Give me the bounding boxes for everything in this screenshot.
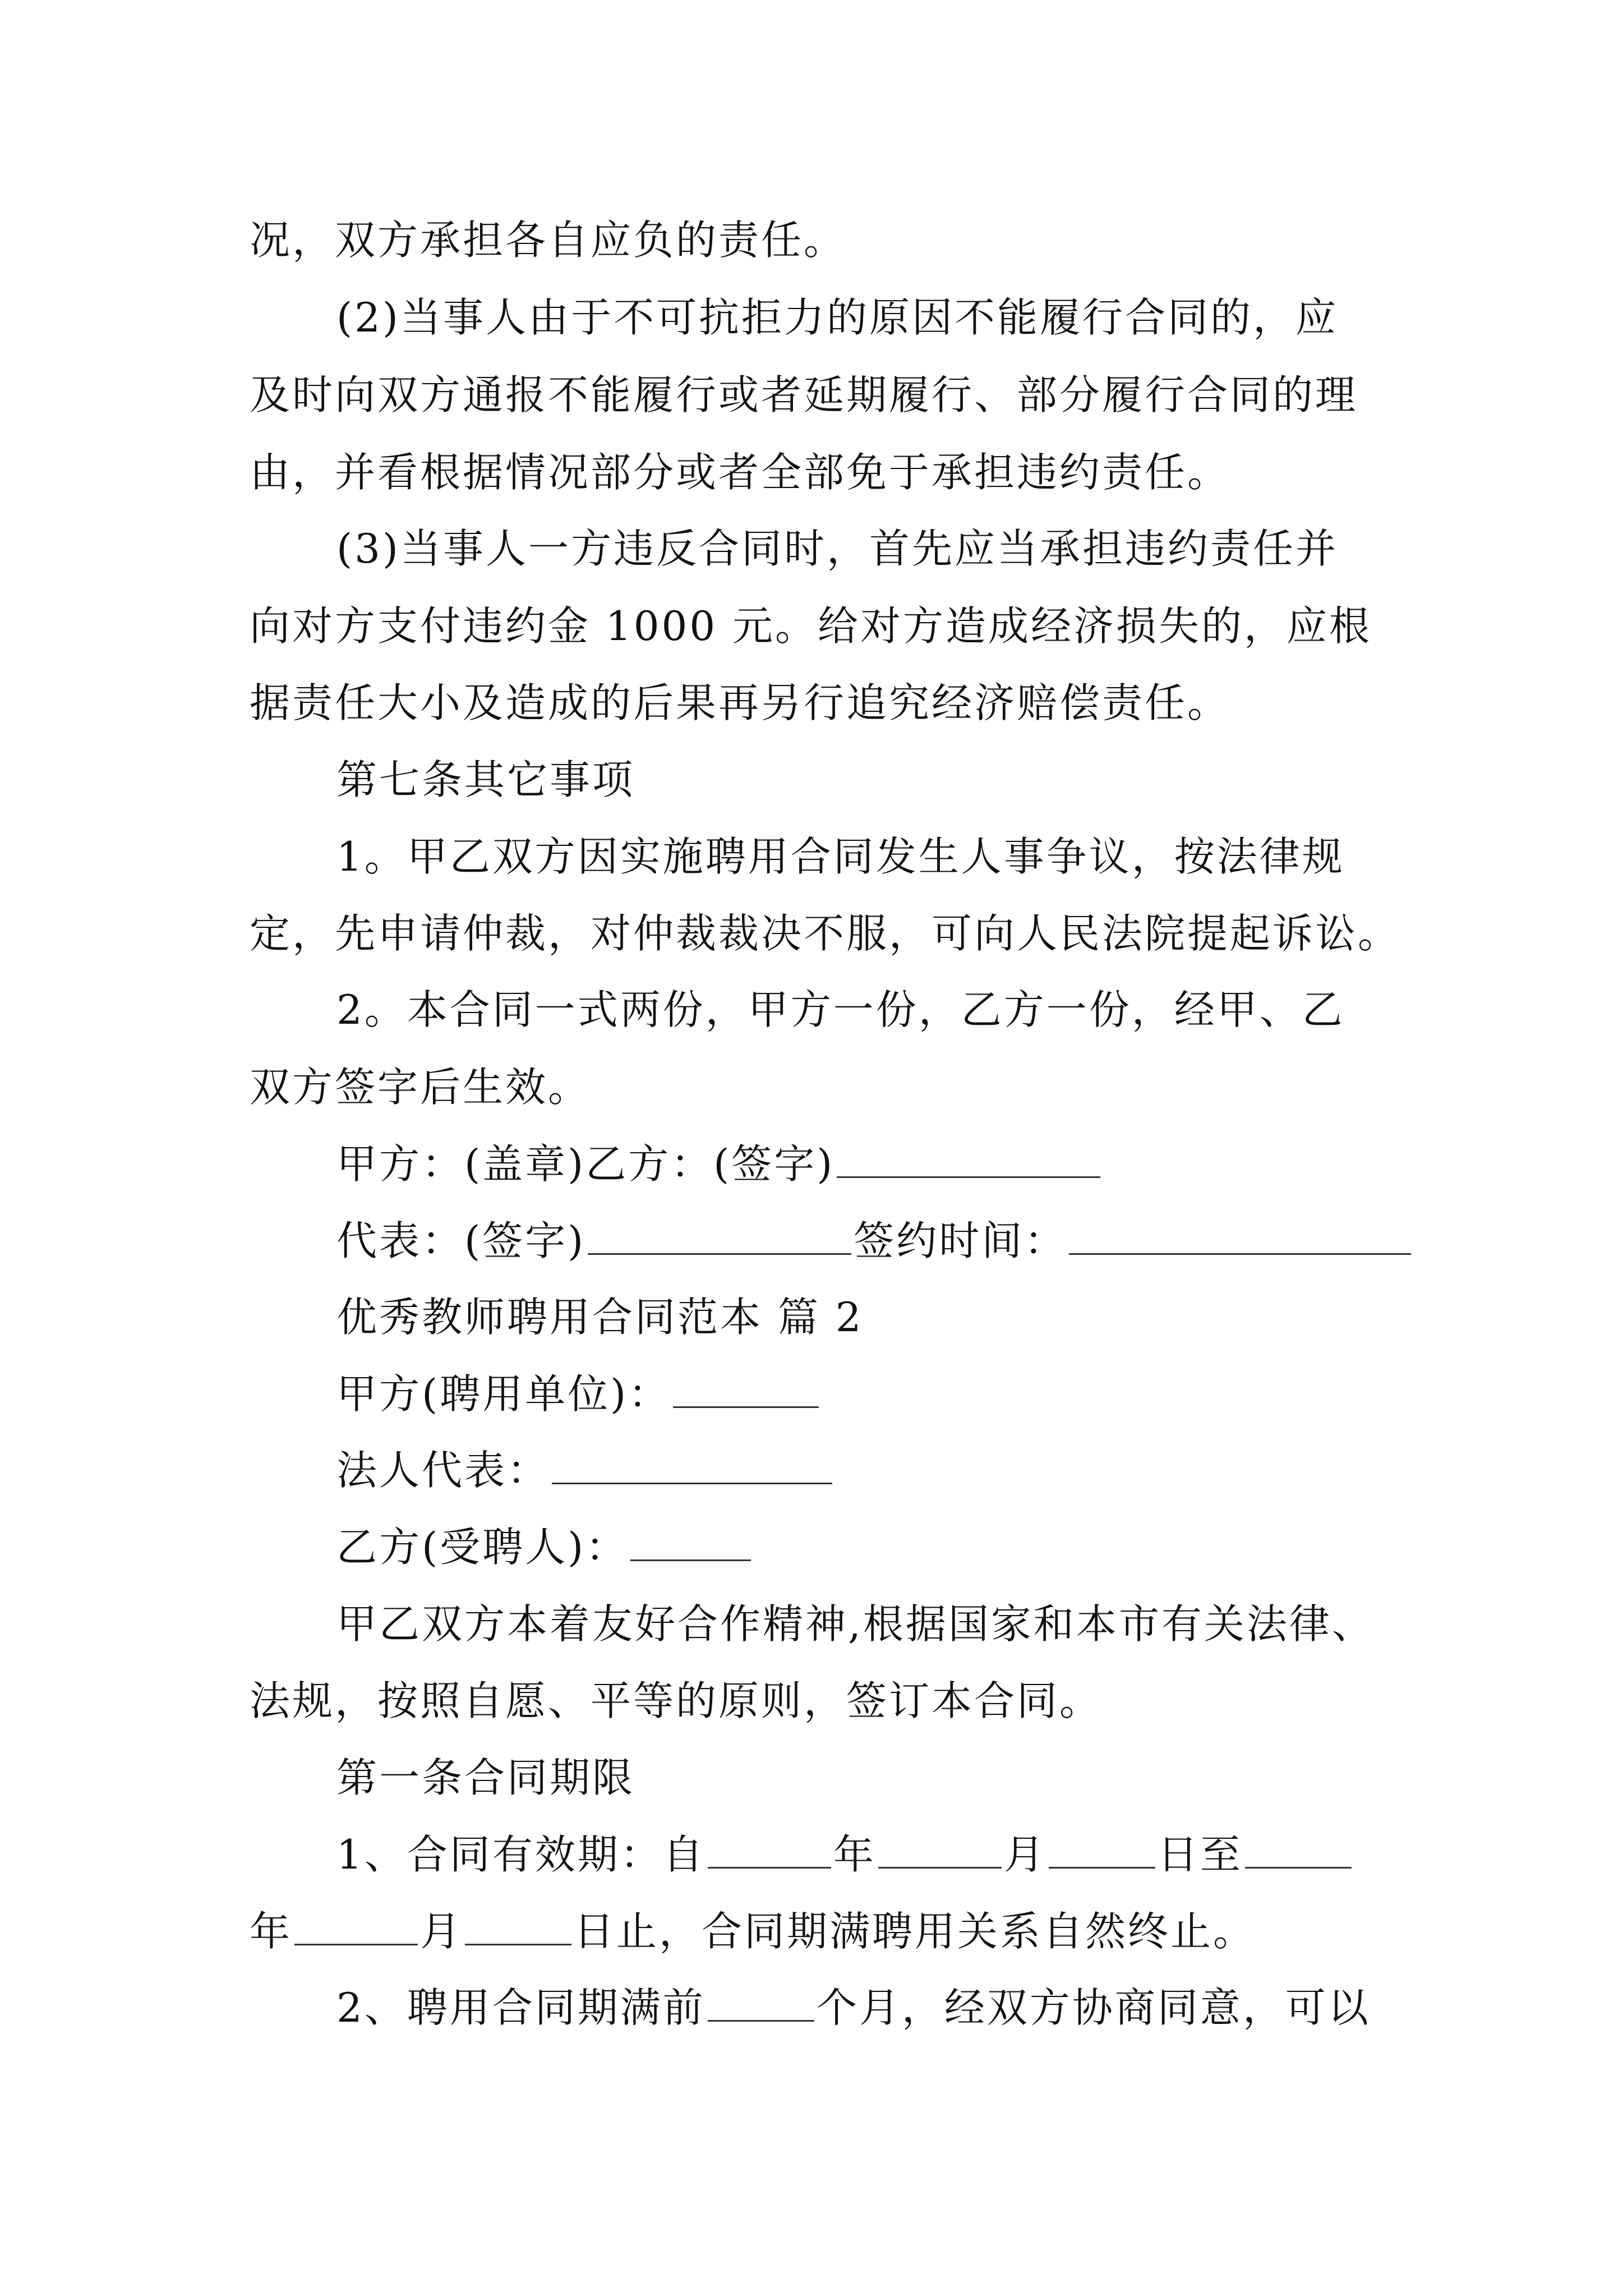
paragraph-line: (3)当事人一方违反合同时，首先应当承担违约责任并 xyxy=(336,525,1338,572)
paragraph-line: 法规，按照自愿、平等的原则，签订本合同。 xyxy=(250,1677,1103,1724)
signature-representative-line xyxy=(336,1214,1413,1268)
term-end-text: 日止，合同期满聘用关系自然终止。 xyxy=(574,1908,1256,1955)
term-month-label: 月 xyxy=(1003,1831,1046,1878)
paragraph-line: 甲乙双方本着友好合作精神,根据国家和本市有关法律、 xyxy=(336,1600,1375,1648)
party-b-line xyxy=(336,1520,753,1574)
representative-blank xyxy=(588,1218,851,1255)
sign-time-label: 签约时间： xyxy=(854,1217,1067,1264)
paragraph-line: 定，先申请仲裁，对仲裁裁决不服，可向人民法院提起诉讼。 xyxy=(250,910,1401,957)
term-line xyxy=(336,1828,1354,1881)
legal-rep-blank xyxy=(552,1448,832,1484)
term-prefix: 1、合同有效期：自 xyxy=(336,1831,706,1878)
legal-rep-label: 法人代表： xyxy=(336,1447,550,1494)
paragraph-line: 况，双方承担各自应负的责任。 xyxy=(250,217,847,264)
legal-rep-line xyxy=(336,1443,834,1497)
term-end-month-blank xyxy=(294,1909,418,1945)
paragraph-line: 由，并看根据情况部分或者全部免于承担违约责任。 xyxy=(250,449,1230,496)
renewal-prefix: 2、聘用合同期满前 xyxy=(336,1984,706,2031)
paragraph-line: 1。甲乙双方因实施聘用合同发生人事争议，按法律规 xyxy=(336,833,1345,880)
term-end-line xyxy=(250,1904,1256,1958)
signature-party-line xyxy=(336,1137,1103,1191)
section-title: 优秀教师聘用合同范本 篇 2 xyxy=(336,1294,864,1341)
renewal-line xyxy=(336,1981,1371,2035)
renewal-suffix: 个月，经双方协商同意，可以 xyxy=(816,1984,1371,2031)
term-start-year-blank xyxy=(708,1832,831,1869)
paragraph-line: (2)当事人由于不可抗拒力的原因不能履行合同的，应 xyxy=(336,294,1338,341)
party-a-line xyxy=(336,1367,821,1421)
representative-label: 代表：(签字) xyxy=(336,1217,586,1264)
term-end-day-blank xyxy=(465,1909,571,1945)
paragraph-line: 及时向双方通报不能履行或者延期履行、部分履行合同的理 xyxy=(250,371,1358,418)
term-year-label: 年 xyxy=(833,1831,876,1878)
term-day-to-label: 日至 xyxy=(1157,1831,1243,1878)
sign-time-blank xyxy=(1069,1218,1411,1255)
paragraph-line: 向对方支付违约金 1000 元。给对方造成经济损失的，应根 xyxy=(250,602,1372,650)
paragraph-line: 据责任大小及造成的后果再另行追究经济赔偿责任。 xyxy=(250,679,1230,726)
signature-party-label: 甲方：(盖章)乙方：(签字) xyxy=(336,1140,835,1188)
renewal-months-blank xyxy=(708,1985,814,2022)
article-heading: 第一条合同期限 xyxy=(336,1754,635,1801)
signature-blank xyxy=(837,1142,1100,1178)
party-a-label: 甲方(聘用单位)： xyxy=(336,1370,671,1418)
term-start-month-blank xyxy=(878,1832,1002,1869)
party-a-blank xyxy=(673,1372,819,1408)
term-end-year-blank xyxy=(1245,1832,1352,1869)
party-b-blank xyxy=(630,1525,751,1561)
term-start-day-blank xyxy=(1049,1832,1155,1869)
term-month2-label: 月 xyxy=(420,1908,463,1955)
party-b-label: 乙方(受聘人)： xyxy=(336,1524,629,1571)
paragraph-line: 双方签字后生效。 xyxy=(250,1064,591,1111)
section-heading: 第七条其它事项 xyxy=(336,756,635,803)
paragraph-line: 2。本合同一式两份，甲方一份，乙方一份，经甲、乙 xyxy=(336,986,1345,1033)
term-year2-label: 年 xyxy=(250,1908,293,1955)
